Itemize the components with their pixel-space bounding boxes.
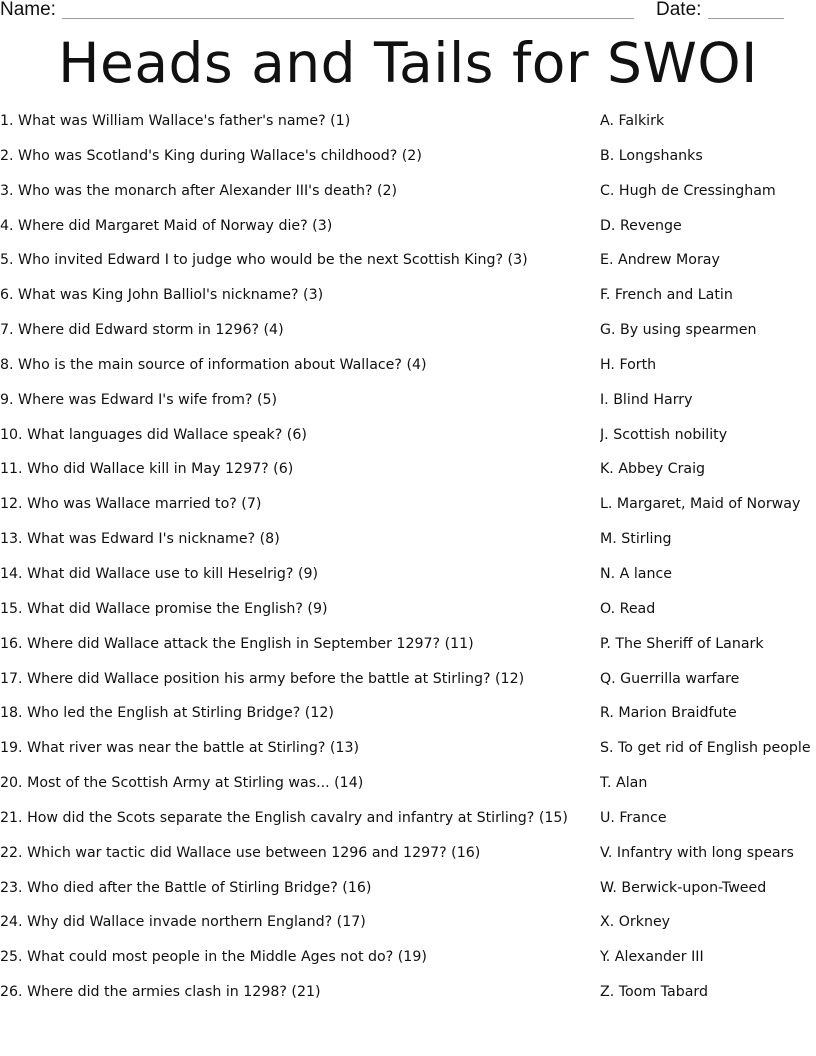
question-item: 13. What was Edward I's nickname? (8) xyxy=(0,531,280,548)
answer-item: D. Revenge xyxy=(600,217,682,234)
question-item: 8. Who is the main source of information about Wallace? (4) xyxy=(0,356,427,373)
answer-item: B. Longshanks xyxy=(600,147,703,164)
answer-item: X. Orkney xyxy=(600,914,671,931)
answer-item: K. Abbey Craig xyxy=(600,461,706,478)
question-item: 23. Who died after the Battle of Stirling Bridge? (16) xyxy=(0,879,372,896)
date-fill-line xyxy=(708,18,784,19)
answer-item: H. Forth xyxy=(600,356,657,373)
question-item: 21. How did the Scots separate the English cavalry and infantry at Stirling? (15) xyxy=(0,809,568,826)
question-item: 9. Where was Edward I's wife from? (5) xyxy=(0,391,278,408)
answer-item: S. To get rid of English people xyxy=(600,740,811,757)
answer-item: I. Blind Harry xyxy=(600,391,693,408)
question-item: 12. Who was Wallace married to? (7) xyxy=(0,496,262,513)
answer-item: T. Alan xyxy=(600,775,648,792)
answer-item: Q. Guerrilla warfare xyxy=(600,670,740,687)
answer-item: R. Marion Braidfute xyxy=(600,705,737,722)
answer-item: Z. Toom Tabard xyxy=(600,984,708,1001)
question-item: 15. What did Wallace promise the English? (9) xyxy=(0,600,328,617)
question-item: 17. Where did Wallace position his army before the battle at Stirling? (12) xyxy=(0,670,525,687)
question-item: 22. Which war tactic did Wallace use between 1296 and 1297? (16) xyxy=(0,844,481,861)
question-item: 4. Where did Margaret Maid of Norway die? (3) xyxy=(0,217,333,234)
date-label: Date: xyxy=(656,0,702,20)
question-item: 6. What was King John Balliol's nickname? (3) xyxy=(0,287,324,304)
answer-item: G. By using spearmen xyxy=(600,322,757,339)
name-fill-line xyxy=(62,18,634,19)
question-item: 7. Where did Edward storm in 1296? (4) xyxy=(0,322,284,339)
answer-item: C. Hugh de Cressingham xyxy=(600,182,776,199)
answer-item: O. Read xyxy=(600,600,656,617)
question-item: 5. Who invited Edward I to judge who would be the next Scottish King? (3) xyxy=(0,252,528,269)
worksheet-header xyxy=(0,0,816,24)
question-list xyxy=(0,108,590,1014)
answer-item: U. France xyxy=(600,809,667,826)
answer-item: P. The Sheriff of Lanark xyxy=(600,635,764,652)
answer-item: N. A lance xyxy=(600,565,673,582)
answer-item: M. Stirling xyxy=(600,531,672,548)
question-item: 26. Where did the armies clash in 1298? (21) xyxy=(0,984,321,1001)
question-item: 10. What languages did Wallace speak? (6) xyxy=(0,426,307,443)
answer-item: Y. Alexander III xyxy=(600,949,704,966)
question-item: 20. Most of the Scottish Army at Stirling was... (14) xyxy=(0,775,364,792)
answer-item: A. Falkirk xyxy=(600,113,665,129)
question-item: 3. Who was the monarch after Alexander III's death? (2) xyxy=(0,182,398,199)
answer-item: W. Berwick-upon-Tweed xyxy=(600,879,767,896)
question-item: 24. Why did Wallace invade northern England? (17) xyxy=(0,914,366,931)
worksheet-title: Heads and Tails for SWOI xyxy=(58,31,758,95)
answer-item: L. Margaret, Maid of Norway xyxy=(600,496,801,513)
answer-item: F. French and Latin xyxy=(600,287,733,304)
question-item: 18. Who led the English at Stirling Bridge? (12) xyxy=(0,705,334,722)
answer-item: J. Scottish nobility xyxy=(600,426,728,443)
question-item: 1. What was William Wallace's father's name? (1) xyxy=(0,113,351,129)
name-label: Name: xyxy=(0,0,56,20)
answer-item: V. Infantry with long spears xyxy=(600,844,794,861)
question-item: 19. What river was near the battle at Stirling? (13) xyxy=(0,740,360,757)
answer-list xyxy=(600,108,816,1014)
question-item: 25. What could most people in the Middle Ages not do? (19) xyxy=(0,949,427,966)
question-item: 2. Who was Scotland's King during Wallace's childhood? (2) xyxy=(0,147,422,164)
answer-item: E. Andrew Moray xyxy=(600,252,720,269)
question-item: 14. What did Wallace use to kill Heselrig? (9) xyxy=(0,565,319,582)
question-item: 16. Where did Wallace attack the English in September 1297? (11) xyxy=(0,635,474,652)
question-item: 11. Who did Wallace kill in May 1297? (6) xyxy=(0,461,294,478)
